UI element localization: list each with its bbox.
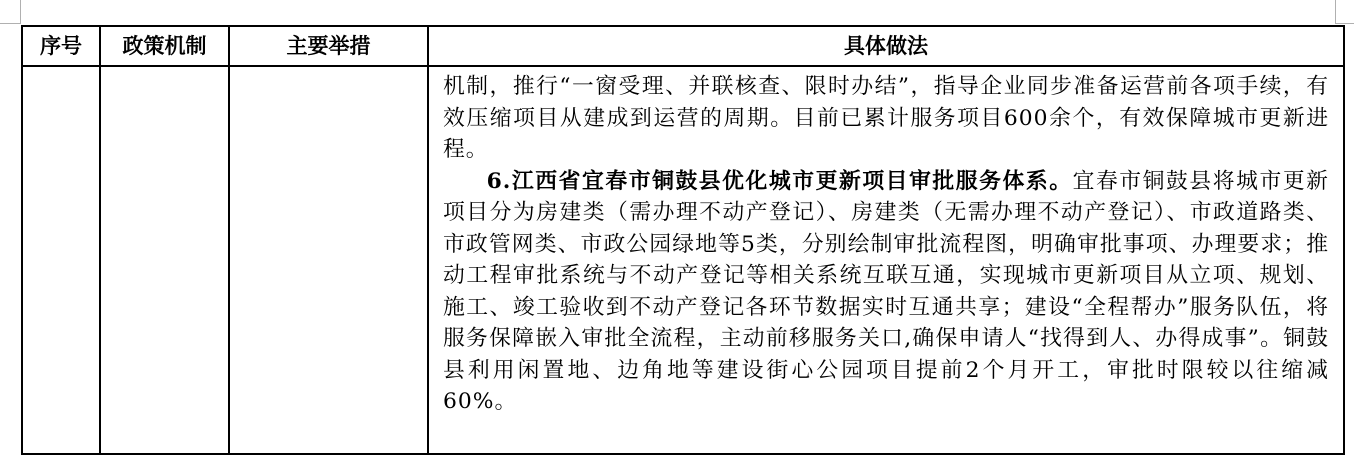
page-crop-mark-right-vertical (1335, 0, 1336, 24)
table-row (22, 66, 1344, 454)
page-crop-mark-right-horizontal (1336, 23, 1354, 24)
header-specific-practices: 具体做法 (428, 26, 1344, 66)
cell-policy-mechanism (100, 66, 229, 454)
header-main-measures: 主要举措 (229, 26, 428, 66)
practice-paragraph-1: 机制，推行“一窗受理、并联核查、限时办结”，指导企业同步准备运营前各项手续，有效压缩项目从建成到运营的周期。目前已累计服务项目600余个，有效保障城市更新进程。 (443, 74, 1329, 162)
cell-specific-practices (428, 66, 1344, 454)
page-crop-mark-left-vertical (20, 0, 21, 24)
practice-text (429, 67, 1343, 418)
table-header-row (22, 26, 1344, 66)
cell-number (22, 66, 100, 454)
case-heading: 6.江西省宜春市铜鼓县优化城市更新项目审批服务体系。 (486, 168, 1073, 194)
header-number: 序号 (22, 26, 100, 66)
page-crop-mark-left-horizontal (0, 23, 20, 24)
practice-paragraph-2 (443, 166, 1329, 418)
policy-table (21, 25, 1345, 455)
header-policy-mechanism: 政策机制 (100, 26, 229, 66)
cell-main-measures (229, 66, 428, 454)
case-body: 宜春市铜鼓县将城市更新项目分为房建类（需办理不动产登记）、房建类（无需办理不动产登记）、市政道路类、市政管网类、市政公园绿地等5类，分别绘制审批流程图，明确审批事项、办理要求；推动工程审批系统与不动产登记等相关系统互联互通，实现城市更新项目从立项、规划、施工、竣工验收到不动产登记各环节数据实时互通共享；建设“全程帮办”服务队伍，将服务保障嵌入审批全流程，主动前移服务关口,确保申请人“找得到人、办得成事”。铜鼓县利用闲置地、边角地等建设街心公园项目提前2个月开工，审批时限较以往缩减60%。 (443, 168, 1329, 414)
